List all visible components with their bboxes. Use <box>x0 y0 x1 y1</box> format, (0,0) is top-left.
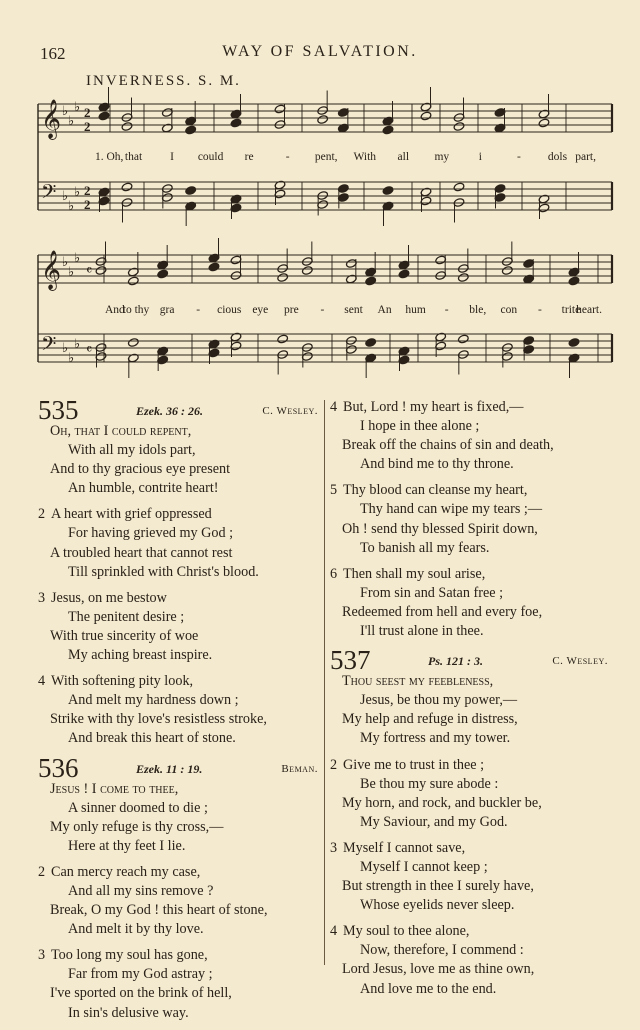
time-signature: 2 <box>84 197 91 212</box>
stanza-number: 5 <box>330 482 338 499</box>
verse-line: Whose eyelids never sleep. <box>360 897 515 914</box>
stanza-number: 4 <box>330 923 338 940</box>
lyric-syllable: cious <box>217 304 242 316</box>
lyric-syllable: pre <box>284 304 299 316</box>
lyric-syllable: trite <box>561 304 581 316</box>
lyric-syllable: i <box>478 151 482 163</box>
lyric-syllable: pent, <box>314 151 338 163</box>
lyric-syllable: con <box>500 304 518 316</box>
stanza <box>38 589 320 665</box>
verse-line: And melt my hardness down ; <box>68 692 239 709</box>
page-number: 162 <box>40 44 66 63</box>
verse-line: In sin's delusive way. <box>68 1004 189 1021</box>
note-head <box>382 125 394 135</box>
stanza-number: 2 <box>330 756 338 773</box>
verse-line: With true sincerity of woe <box>50 627 199 644</box>
lyric-syllable: - <box>196 304 201 316</box>
note-head <box>453 182 465 192</box>
hymn-author: Beman. <box>281 762 318 775</box>
note-head <box>398 269 410 279</box>
note-head <box>95 266 107 276</box>
flat-icon: ♭ <box>68 264 75 279</box>
note-head <box>185 186 197 196</box>
running-title: WAY OF SALVATION. <box>222 43 418 60</box>
note-head <box>365 338 377 348</box>
verse-line: To banish all my fears. <box>360 539 490 556</box>
flat-icon: ♭ <box>68 198 75 213</box>
stanza <box>330 672 610 748</box>
verse-line: Till sprinkled with Christ's blood. <box>68 563 259 580</box>
lyric-syllable: - <box>444 304 449 316</box>
stanza-number: 2 <box>38 506 46 523</box>
lyric-syllable: eye <box>252 304 269 316</box>
lyric-syllable: sent <box>344 304 363 316</box>
note-head <box>157 269 169 279</box>
verse-line: And all my sins remove ? <box>68 882 214 899</box>
verse-line: Oh, that I could repent, <box>50 423 192 439</box>
lyric-syllable: - <box>537 304 542 316</box>
tune-title: INVERNESS. S. M. <box>86 73 241 89</box>
time-signature: 𝄴 <box>86 264 93 279</box>
hymn-author: C. Wesley. <box>552 655 608 668</box>
verse-line: Here at thy feet I lie. <box>68 837 186 854</box>
time-signature: 2 <box>84 105 91 120</box>
lyric-syllable: ble, <box>469 304 487 316</box>
verse-line: Far from my God astray ; <box>68 966 213 983</box>
stanza <box>330 839 610 915</box>
hymn-number: 536 <box>38 752 79 783</box>
lyric-syllable: all <box>397 151 410 163</box>
lyric-syllable: that <box>124 151 143 163</box>
stanza <box>330 922 610 998</box>
verse-line: My only refuge is thy cross,— <box>50 818 224 835</box>
verse-line: Lord Jesus, love me as thine own, <box>342 961 535 978</box>
verse-line: Break off the chains of sin and death, <box>342 437 554 454</box>
lyric-syllable: With <box>353 151 377 163</box>
lyric-syllable: - <box>517 151 521 163</box>
note-head <box>568 338 580 348</box>
hymn-number: 537 <box>330 645 371 676</box>
verse-line: My help and refuge in distress, <box>342 711 518 728</box>
flat-icon: ♭ <box>62 340 69 355</box>
stanza-number: 4 <box>330 399 338 415</box>
verse-line: My aching breast inspire. <box>68 647 213 664</box>
verse-line: The penitent desire ; <box>68 608 185 625</box>
lyric-syllable: - <box>320 304 325 316</box>
stanza-number: 3 <box>330 839 338 856</box>
hymn-author: C. Wesley. <box>262 405 318 417</box>
stanza <box>330 481 610 557</box>
stanza-number: 2 <box>38 863 46 880</box>
stanza-number: 6 <box>330 565 338 582</box>
scripture-reference: Ezek. 36 : 26. <box>136 404 203 418</box>
verse-line: And love me to the end. <box>360 980 497 997</box>
verse-line: Thou seest my feebleness, <box>342 673 494 690</box>
lyric-syllable: heart. <box>576 304 602 316</box>
hymn-number: 535 <box>38 395 79 425</box>
verse-line: Too long my soul has gone, <box>51 947 208 964</box>
lyric-syllable: dols <box>547 151 568 163</box>
verse-line: Now, therefore, I commend : <box>360 942 524 959</box>
note-head <box>127 276 139 286</box>
flat-icon: ♭ <box>68 350 75 365</box>
stanza <box>330 756 610 832</box>
verse-line: A heart with grief oppressed <box>51 506 212 523</box>
verse-line: Oh ! send thy blessed Spirit down, <box>342 520 538 537</box>
note-head <box>538 118 550 128</box>
note-head <box>277 273 289 283</box>
treble-clef-icon: 𝄞 <box>41 252 62 289</box>
note-head <box>277 334 289 344</box>
verse-line: And bind me to thy throne. <box>360 456 514 473</box>
lyric-syllable: my <box>434 151 450 163</box>
verse-line: For having grieved my God ; <box>68 525 234 542</box>
flat-icon: ♭ <box>74 99 81 114</box>
verse-line: Be thou my sure abode : <box>360 775 499 792</box>
verse-line: Thy blood can cleanse my heart, <box>343 482 528 499</box>
note-head <box>230 118 242 128</box>
lyric-syllable: And <box>105 304 125 316</box>
scripture-reference: Ezek. 11 : 19. <box>136 761 203 776</box>
hymn-537 <box>330 645 610 999</box>
verse-line: But strength in thee I surely have, <box>342 878 534 895</box>
stanza-number: 3 <box>38 947 46 964</box>
note-head <box>501 266 513 276</box>
lyric-syllable: could <box>197 151 224 163</box>
verse-line: With all my idols part, <box>68 442 196 459</box>
flat-icon: ♭ <box>62 254 69 269</box>
note-head <box>382 186 394 196</box>
note-head <box>457 273 469 283</box>
note-head <box>208 262 220 272</box>
verse-line: Jesus ! I come to thee, <box>50 780 179 797</box>
stanza <box>38 505 320 581</box>
lyric-syllable: to thy <box>122 304 150 316</box>
music-score <box>0 0 640 390</box>
stanza <box>330 565 610 641</box>
verse-line: I've sported on the brink of hell, <box>50 985 232 1002</box>
stanza-number: 3 <box>38 589 46 606</box>
note-head <box>568 276 580 286</box>
verse-line: I hope in thee alone ; <box>360 418 480 435</box>
lyric-syllable: part, <box>575 151 596 163</box>
stanza <box>38 672 320 748</box>
flat-icon: ♭ <box>62 188 69 203</box>
flat-icon: ♭ <box>68 113 75 128</box>
verse-line: And to thy gracious eye present <box>50 461 231 478</box>
right-column <box>330 398 610 1006</box>
note-head <box>121 122 133 132</box>
verse-line: A sinner doomed to die ; <box>68 799 208 816</box>
note-head <box>365 276 377 286</box>
stanza <box>330 398 610 474</box>
treble-clef-icon: 𝄞 <box>41 101 62 138</box>
flat-icon: ♭ <box>74 184 81 199</box>
column-divider <box>324 400 325 965</box>
lyric-syllable: - <box>285 151 290 163</box>
note-head <box>301 266 313 276</box>
verse-line: I'll trust alone in thee. <box>360 623 484 640</box>
bass-clef-icon: 𝄢 <box>41 182 57 208</box>
lyric-syllable: An <box>377 304 392 316</box>
flat-icon: ♭ <box>62 103 69 118</box>
stanza <box>38 422 320 498</box>
lyric-syllable: re <box>244 151 254 163</box>
verse-line: Myself I cannot keep ; <box>360 858 488 875</box>
verse-line: A troubled heart that cannot rest <box>50 544 233 561</box>
stanza <box>38 780 320 856</box>
verse-line: My Saviour, and my God. <box>360 813 508 830</box>
verse-line: Give me to trust in thee ; <box>343 756 485 773</box>
verse-line: My soul to thee alone, <box>343 923 470 940</box>
verse-line: From sin and Satan free ; <box>360 584 504 601</box>
verse-line: Strike with thy love's resistless stroke, <box>50 711 267 728</box>
note-head <box>127 338 139 348</box>
verse-line: Can mercy reach my case, <box>51 863 201 880</box>
left-column <box>38 395 320 1030</box>
time-signature: 2 <box>84 183 91 198</box>
verse-line: My fortress and my tower. <box>360 730 511 747</box>
stanza <box>38 863 320 939</box>
flat-icon: ♭ <box>74 336 81 351</box>
note-head <box>121 182 133 192</box>
verse-line: Myself I cannot save, <box>343 839 466 856</box>
note-head <box>185 125 197 135</box>
note-head <box>317 115 329 125</box>
bass-clef-icon: 𝄢 <box>41 334 57 360</box>
stanza <box>38 946 320 1022</box>
verse-line: An humble, contrite heart! <box>68 480 219 497</box>
time-signature: 2 <box>84 119 91 134</box>
flat-icon: ♭ <box>74 250 81 265</box>
verse-line: Redeemed from hell and every foe, <box>342 603 543 620</box>
lyric-syllable: 1. Oh, <box>95 151 124 163</box>
scripture-reference: Ps. 121 : 3. <box>428 654 483 669</box>
verse-line: Jesus, on me bestow <box>51 589 167 606</box>
lyric-syllable: gra <box>159 304 175 316</box>
lyric-syllable: I <box>170 151 174 163</box>
verse-line: My horn, and rock, and buckler be, <box>342 794 542 811</box>
stanza-number: 4 <box>38 673 46 690</box>
verse-line: And break this heart of stone. <box>68 730 236 747</box>
verse-line: But, Lord ! my heart is fixed,— <box>343 399 524 415</box>
verse-line: Then shall my soul arise, <box>343 565 486 582</box>
note-head <box>457 334 469 344</box>
verse-line: Jesus, be thou my power,— <box>360 692 518 709</box>
verse-line: With softening pity look, <box>51 673 194 690</box>
verse-line: And melt it by thy love. <box>68 921 204 938</box>
lyric-syllable: hum <box>405 304 426 316</box>
time-signature: 𝄴 <box>86 343 93 358</box>
note-head <box>420 111 432 121</box>
note-head <box>98 111 110 121</box>
verse-line: Break, O my God ! this heart of stone, <box>50 902 268 919</box>
hymn-535 <box>38 395 320 749</box>
note-head <box>453 122 465 132</box>
verse-line: Thy hand can wipe my tears ;— <box>360 501 543 518</box>
